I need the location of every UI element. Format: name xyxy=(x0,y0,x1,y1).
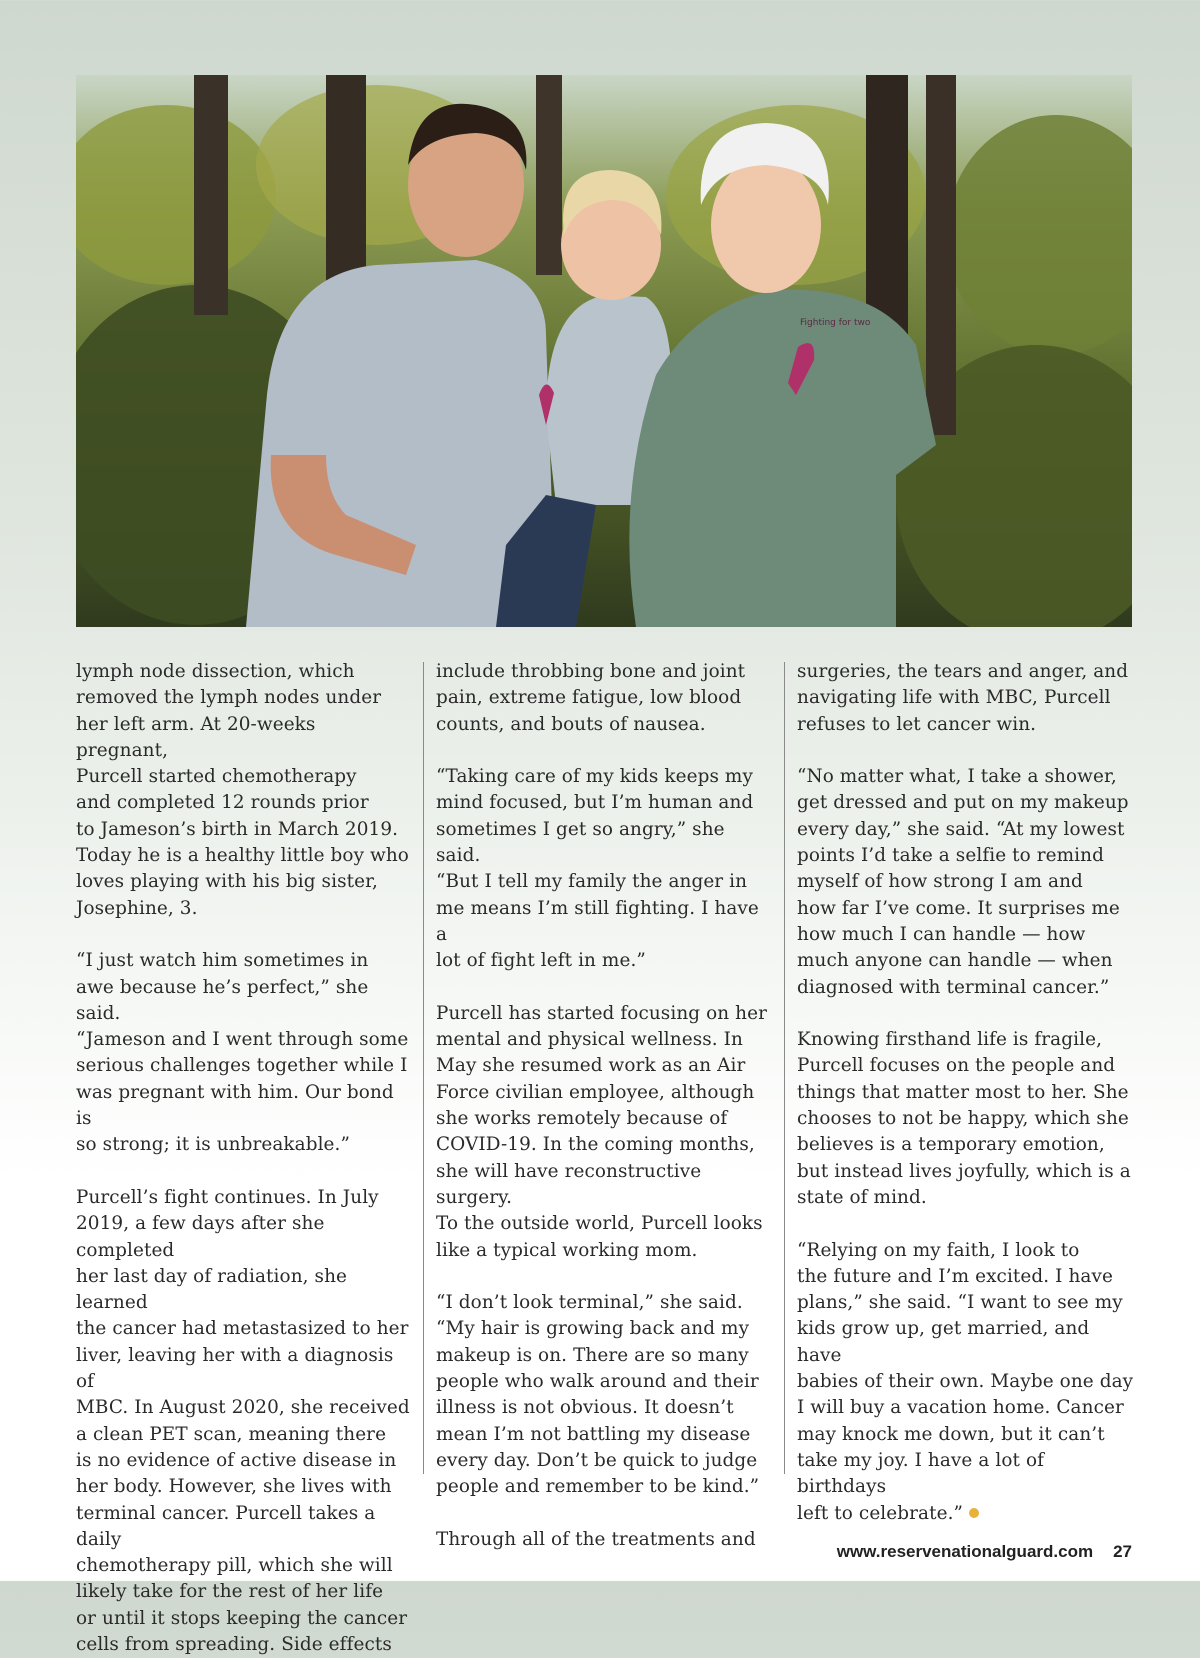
column-divider-1 xyxy=(423,662,424,1474)
page-footer xyxy=(837,1542,1132,1562)
paragraph: Knowing firsthand life is fragile, Purcell focuses on the people and things that matter most to her. She chooses to not be happy, which she believes is a temporary emotion, but instead lives joyfully, which is a state of mind. xyxy=(797,1029,1131,1208)
family-photo xyxy=(76,75,1132,627)
paragraph: “I just watch him sometimes in awe because he’s perfect,” she said. “Jameson and I went through some serious challenges together while I was pregnant with him. Our bond is so strong; it is unbreakable.” xyxy=(76,950,409,1156)
shirt-text: Fighting for two xyxy=(800,318,871,328)
paragraph: “No matter what, I take a shower, get dressed and put on my makeup every day,” she said. “At my lowest points I’d take a selfie to remind myself of how strong I am and how far I’ve come. It surprises me how much I can handle — how much anyone can handle — when diagnosed with terminal cancer.” xyxy=(797,766,1129,998)
paragraph: “I don’t look terminal,” she said. “My hair is growing back and my makeup is on. There are so many people who walk around and their illness is not obvious. It doesn’t mean I’m not battling my disease every day. Don’t be quick to judge people and remember to be kind.” xyxy=(436,1292,760,1498)
family-portrait-illustration xyxy=(76,75,1132,627)
paragraph-final-text: “Relying on my faith, I look to the future and I’m excited. I have plans,” she said. “I want to see my kids grow up, get married, and have babies of their own. Maybe one day I will buy a vacation home. Cancer may knock me down, but it can’t take my joy. I have a lot of birthdays left to celebrate.” xyxy=(797,1239,1134,1524)
column-divider-2 xyxy=(784,662,785,1474)
paragraph: Purcell has started focusing on her mental and physical wellness. In May she resumed work as an Air Force civilian employee, although she works remotely because of COVID-19. In the coming months, she will have reconstructive surgery. To the outside world, Purcell looks like a typical working mom. xyxy=(436,1002,767,1261)
page-number: 27 xyxy=(1113,1542,1132,1561)
paragraph: Purcell’s fight continues. In July 2019, a few days after she completed her last day of radiation, she learned the cancer had metastasized to her liver, leaving her with a diagnosis of MBC. In August 2020, she received a clean PET scan, meaning there is no evidence of active disease in her body. However, she lives with terminal cancer. Purcell takes a daily chemotherapy pill, which she will likely take for the rest of her life or until it stops keeping the cancer cells from spreading. Side effects xyxy=(76,1186,410,1655)
paragraph: lymph node dissection, which removed the lymph nodes under her left arm. At 20-weeks pregnant, Purcell started chemotherapy and completed 12 rounds prior to Jameson’s birth in March 2019. Today he is a healthy little boy who loves playing with his big sister, Josephine, 3. xyxy=(76,661,409,919)
article-column-2 xyxy=(436,659,773,1553)
article-column-3 xyxy=(797,659,1134,1527)
paragraph: include throbbing bone and joint pain, extreme fatigue, low blood counts, and bouts of nausea. xyxy=(436,661,746,735)
article-column-1 xyxy=(76,659,413,1658)
paragraph: surgeries, the tears and anger, and navigating life with MBC, Purcell refuses to let cancer win. xyxy=(797,661,1129,735)
paragraph: “Taking care of my kids keeps my mind focused, but I’m human and sometimes I get so angry,” she said. “But I tell my family the anger in me means I’m still fighting. I have a lot of fight left in me.” xyxy=(436,766,759,972)
paragraph-final xyxy=(797,1238,1134,1527)
website-url: www.reservenationalguard.com xyxy=(836,1542,1094,1561)
end-mark-icon xyxy=(969,1508,979,1518)
paragraph: Through all of the treatments and xyxy=(436,1528,756,1550)
